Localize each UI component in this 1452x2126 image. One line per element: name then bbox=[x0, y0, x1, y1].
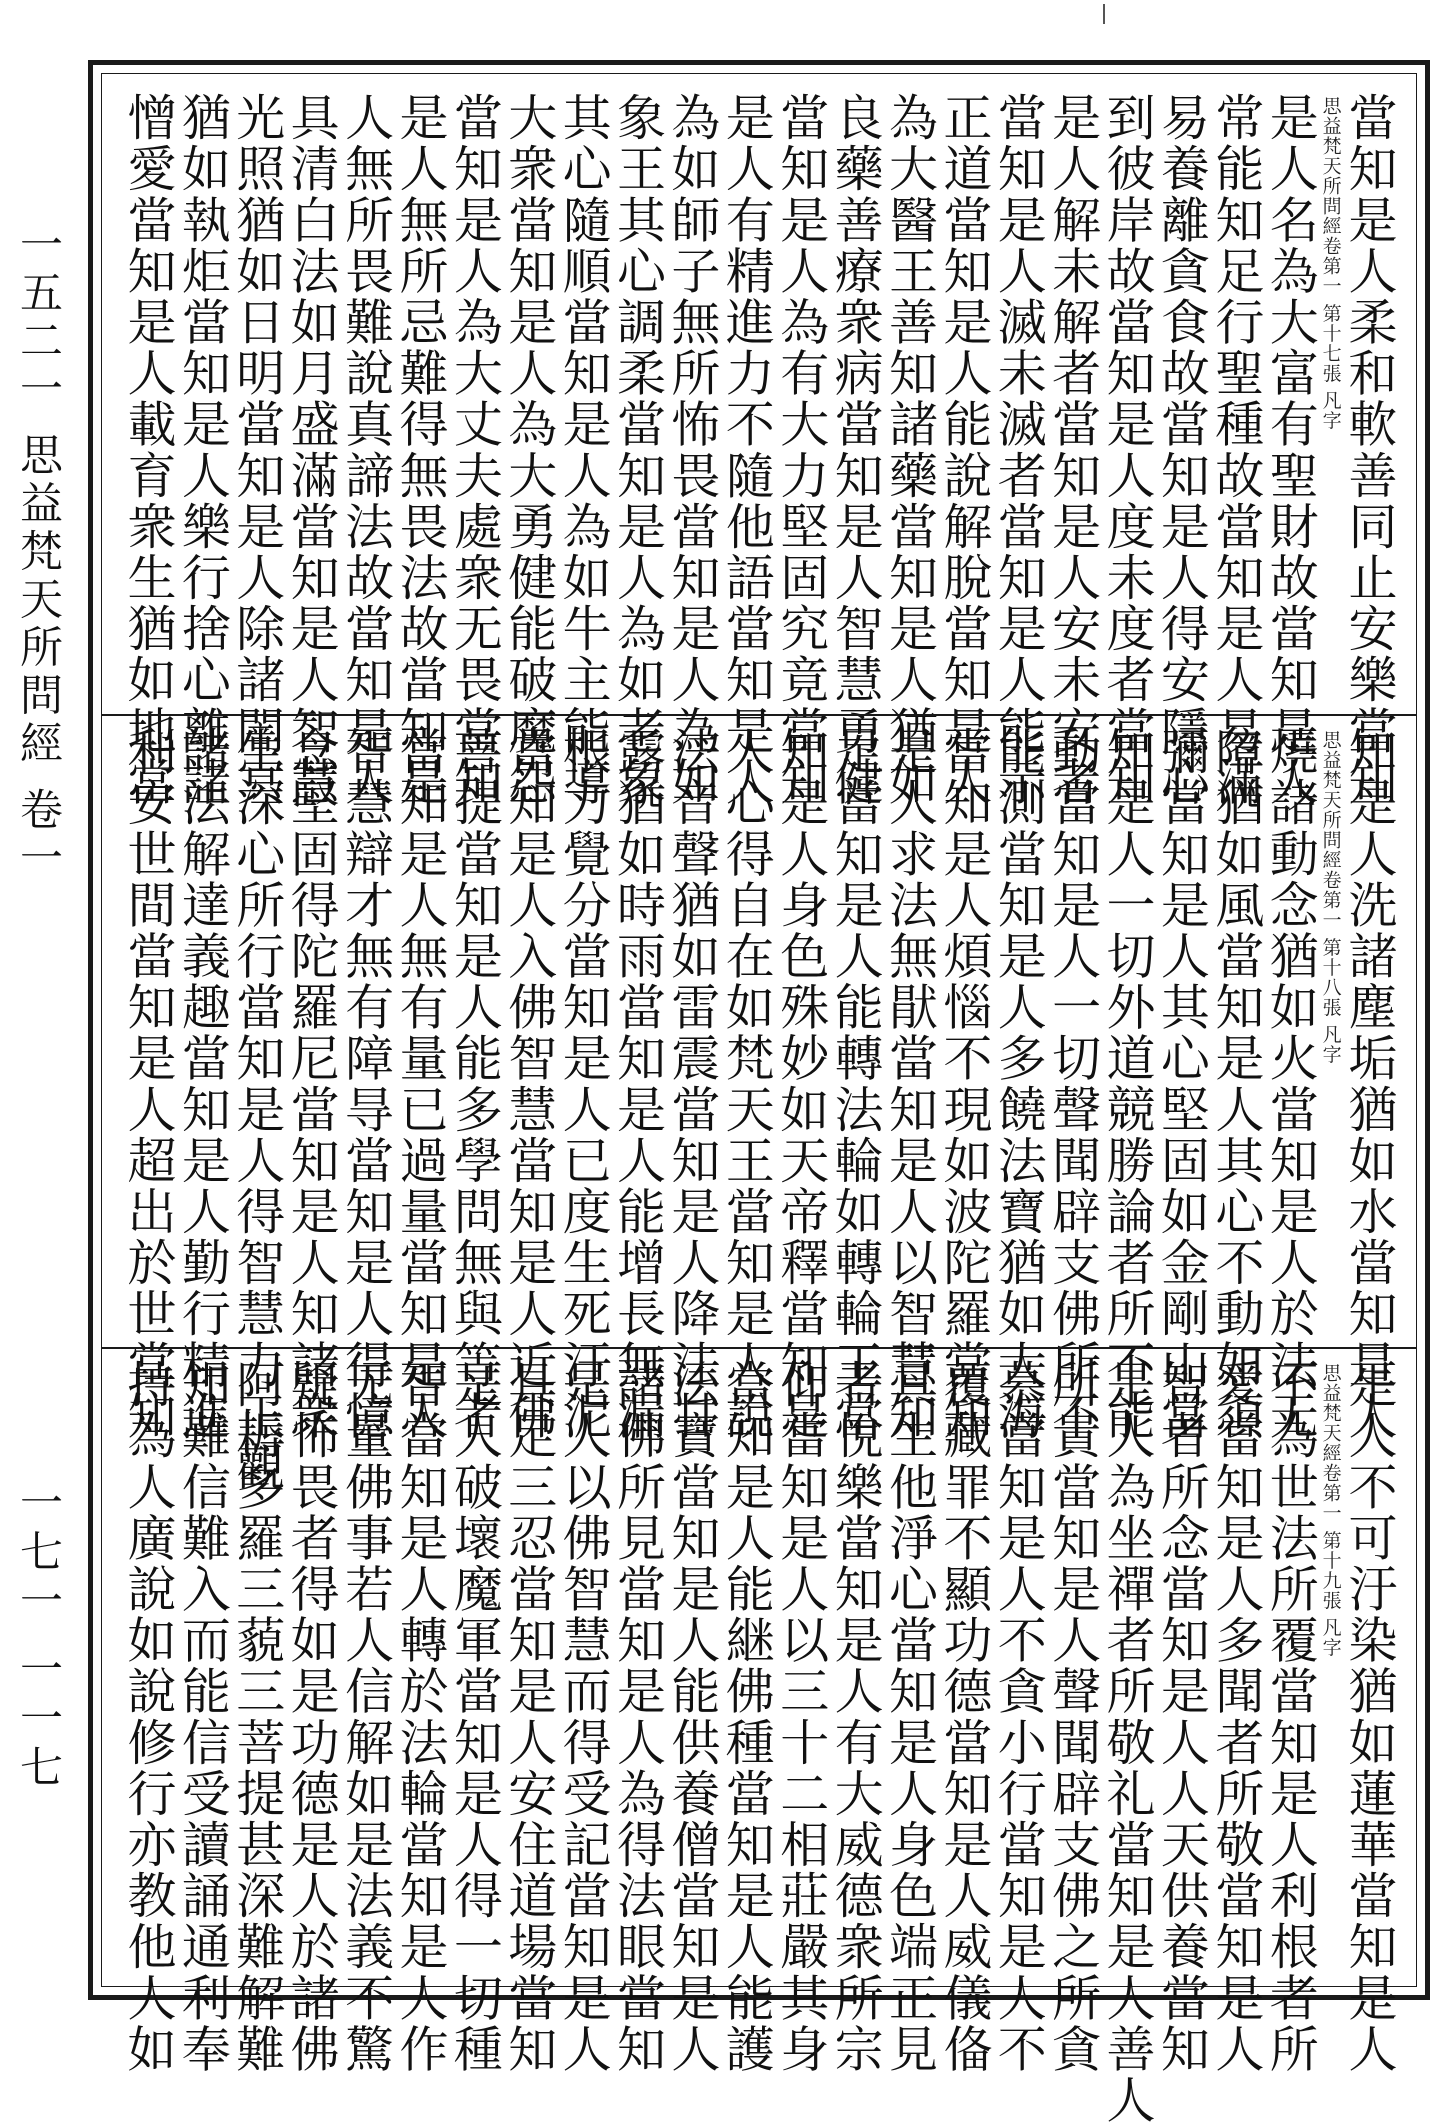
text-column: 仰當知是人以三十二相莊嚴其身 bbox=[772, 1359, 830, 2075]
margin-page-number: 一七一 一一七 bbox=[13, 1480, 63, 1794]
text-column: 當知是人為有大力堅固究竟當知 bbox=[772, 92, 830, 808]
text-column: 光照猶如日明當知是人除諸闇冥 bbox=[228, 92, 286, 808]
text-column: 露猶如時雨當知是人能增長無漏 bbox=[609, 726, 667, 1442]
text-column: 菩提當知是人能多學問無與等者 bbox=[446, 726, 504, 1442]
text-column: 生深心所行當知是人得智慧力正觀 bbox=[228, 726, 286, 1493]
text-column: 良藥善療衆病當知是人智慧勇健 bbox=[827, 92, 885, 808]
text-column: 動當知是人一切聲聞辟支佛所不 bbox=[1044, 726, 1102, 1442]
text-column: 智者所念當知是人人天供養當知 bbox=[1153, 1359, 1211, 2075]
page-note: 思益梵天所問經卷第一 第十八張 凡字 bbox=[1319, 730, 1342, 1065]
text-column: 障猶如風當知是人其心不動如須 bbox=[1207, 726, 1265, 1442]
text-column: 知是人洗諸塵垢猶如水當知是人 bbox=[1340, 726, 1398, 1442]
text-column: 當知是人能継佛種當知是人能護 bbox=[718, 1359, 776, 2075]
text-column: 念堅固得陀羅尼當知是人知諸衆 bbox=[283, 726, 341, 1442]
text-column: 疑怖畏者得如是功德是人於諸佛 bbox=[283, 1359, 341, 2075]
text-column: 彌當知是人其心堅固如金剛山當 bbox=[1153, 726, 1211, 1442]
page-frame bbox=[88, 60, 1430, 2126]
text-column: 為大醫王善知諸藥當知是人猶如 bbox=[881, 92, 939, 808]
text-frame bbox=[101, 73, 1417, 2126]
text-column: 无量佛事若人信解如是法義不驚 bbox=[337, 1359, 395, 2075]
text-column: 能測當知是人多饒法寶猶如大海 bbox=[990, 726, 1048, 1442]
text-column: 是人破壞魔軍當知是人得一切種 bbox=[446, 1359, 504, 2075]
text-column: 常能知足行聖種故當知是人易滿 bbox=[1207, 92, 1265, 808]
text-column: 智慧辯才無有障㝵當知是人得憶 bbox=[337, 726, 395, 1442]
text-column: 是人求法無猒當知是人以智慧知 bbox=[881, 726, 939, 1442]
margin-title: 一五二一 思益梵天所問經 卷一 bbox=[13, 222, 63, 884]
text-column: 是人以佛智慧而得受記當知是人 bbox=[555, 1359, 613, 2075]
page-note: 思益梵天經卷第一 第十九張 凡字 bbox=[1319, 1363, 1342, 1658]
text-column: 所貴當知是人聲聞辟支佛之所貪 bbox=[1044, 1359, 1102, 2075]
text-column: 諸法解達義趣當知是人勤行精進 bbox=[174, 726, 232, 1442]
text-column: 諸佛所見當知是人為得法眼當知 bbox=[609, 1359, 667, 2075]
text-column: 燒諸動念猶如火當知是人於法无 bbox=[1262, 726, 1320, 1442]
panel-3 bbox=[116, 1359, 1402, 2126]
text-column: 是人解未解者當知是人安未安者 bbox=[1044, 92, 1102, 808]
text-column: 是人名為大富有聖財故當知是人 bbox=[1262, 92, 1320, 808]
text-column: 是人有精進力不隨他語當知是人 bbox=[718, 92, 776, 808]
top-edge-mark bbox=[1103, 4, 1105, 24]
text-column: 猶如執炬當知是人樂行捨心離諸 bbox=[174, 92, 232, 808]
text-column: 慕當知是人不貪小行當知是人不 bbox=[990, 1359, 1048, 2075]
text-column: 是人無所忌難得無畏法故當知是 bbox=[391, 92, 449, 808]
text-column: 足當知是人能轉法輪如轉輪王當 bbox=[827, 726, 885, 1442]
text-column: 知難信難入而能信受讀誦通利奉 bbox=[174, 1359, 232, 2075]
text-column: 愛當知是人多聞者所敬當知是人 bbox=[1207, 1359, 1265, 2075]
text-column: 人心得自在如梵天王當知是人說 bbox=[718, 726, 776, 1442]
text-column: 知是人身色殊妙如天帝釋當知是 bbox=[772, 726, 830, 1442]
text-column: 利安世間當知是人超出於世當知 bbox=[120, 726, 177, 1442]
page-note: 思益梵天所問經卷第一 第十七張 凡字 bbox=[1319, 96, 1342, 431]
text-column: 法音聲猶如雷震當知是人降法甘 bbox=[663, 726, 721, 1442]
text-column: 當知是人煩惱不現如波陀羅當知 bbox=[935, 726, 993, 1442]
text-column: 為如師子無所怖畏當知是人為如 bbox=[663, 92, 721, 808]
text-column: 當知是人柔和軟善同止安樂當知 bbox=[1340, 92, 1398, 808]
text-column: 根力覺分當知是人已度生死汙泥 bbox=[555, 726, 613, 1442]
panel-2 bbox=[116, 726, 1402, 1493]
text-column: 到彼岸故當知是人度未度者當知 bbox=[1099, 92, 1157, 808]
text-column: 具生他淨心當知是人身色端正見 bbox=[881, 1359, 939, 2075]
text-column: 大衆當知是人為大勇健能破魔怨 bbox=[500, 92, 558, 808]
text-column: 持為人廣說如說修行亦教他人如 bbox=[120, 1359, 177, 2075]
text-column: 是人為坐禪者所敬礼當知是人善人 bbox=[1099, 1359, 1157, 2126]
panel-1 bbox=[116, 92, 1402, 808]
text-column: 其心隨順當知是人為如牛主能導 bbox=[555, 92, 613, 808]
panel-divider-2 bbox=[102, 1347, 1416, 1349]
text-column: 當知是人無有量已過量當知是人 bbox=[391, 726, 449, 1442]
text-column: 憎愛當知是人載育衆生猶如地當 bbox=[120, 92, 177, 808]
text-column: 具清白法如月盛滿當知是人智慧 bbox=[283, 92, 341, 808]
text-column: 不為世法所覆當知是人利根者所 bbox=[1262, 1359, 1320, 2075]
panel-divider-1 bbox=[102, 714, 1416, 716]
text-column: 象王其心調柔當知是人為如老象 bbox=[609, 92, 667, 808]
text-column: 具足三忍當知是人安住道場當知 bbox=[500, 1359, 558, 2075]
text-column: 當知是人為大丈夫處衆无畏當知 bbox=[446, 92, 504, 808]
text-column: 易養離貪食故當知是人得安隱心 bbox=[1153, 92, 1211, 808]
text-column: 當知是人入佛智慧當知是人近佛 bbox=[500, 726, 558, 1442]
text-column: 人無所畏難說真諦法故當知是人 bbox=[337, 92, 395, 808]
text-column: 是人不可汙染猶如蓮華當知是人 bbox=[1340, 1359, 1398, 2075]
text-column: 覆藏罪不顯功德當知是人威儀俻 bbox=[935, 1359, 993, 2075]
text-column: 知是人一切外道競勝論者所不能 bbox=[1099, 726, 1157, 1442]
text-column: 正道當知是人能說解脫當知是人 bbox=[935, 92, 993, 808]
text-column: 者悅樂當知是人有大威德衆所宗 bbox=[827, 1359, 885, 2075]
text-column: 法寶當知是人能供養僧當知是人 bbox=[663, 1359, 721, 2075]
text-column: 智當知是人轉於法輪當知是人作 bbox=[391, 1359, 449, 2075]
text-column: 當知是人滅未滅者當知是人能示 bbox=[990, 92, 1048, 808]
text-column: 阿耨多羅三藐三菩提甚深難解難 bbox=[228, 1359, 286, 2075]
